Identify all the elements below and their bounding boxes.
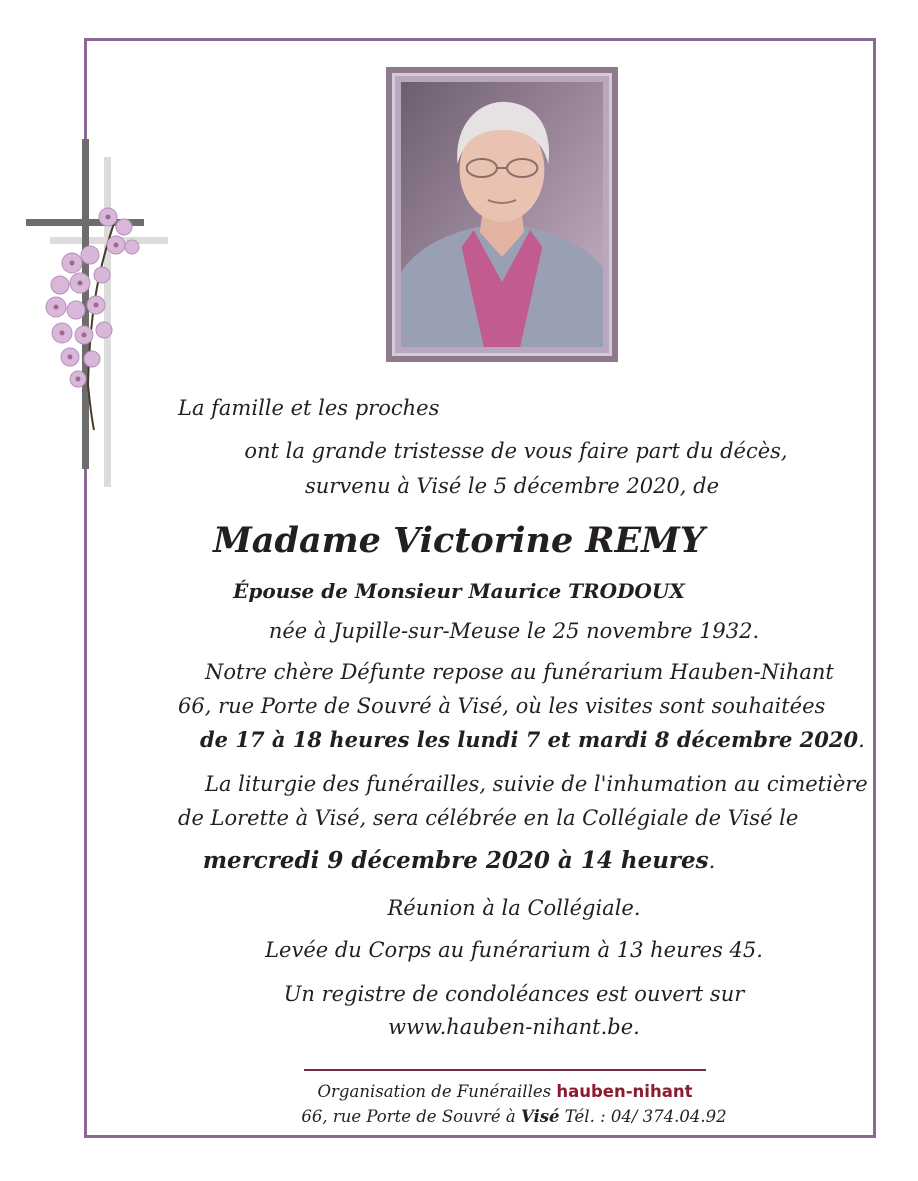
visit-line-2: 66, rue Porte de Souvré à Visé, où les visites sont souhaitées [178, 694, 826, 718]
liturgy-date-line [0, 848, 918, 874]
visit-hours: de 17 à 18 heures les lundi 7 et mardi 8 décembre 2020 [200, 727, 859, 752]
registry-line: Un registre de condoléances est ouvert sur [283, 982, 745, 1006]
footer-addr-prefix: 66, rue Porte de Souvré à [301, 1107, 521, 1126]
footer-organisation [46, 1081, 918, 1103]
portrait-frame [386, 67, 618, 362]
footer-address [55, 1106, 918, 1128]
brand-logo: hauben-nihant [556, 1082, 693, 1101]
footer-divider [304, 1069, 706, 1071]
liturgy-line-2: de Lorette à Visé, sera célébrée en la Collégiale de Visé le [178, 806, 799, 830]
deceased-name: Madame Victorine REMY [213, 520, 705, 561]
intro-line-2: ont la grande tristesse de vous faire part du décès, [244, 439, 788, 463]
footer-city: Visé [520, 1107, 560, 1126]
footer-phone: Tél. : 04/ 374.04.92 [559, 1107, 727, 1126]
liturgy-line-1: La liturgie des funérailles, suivie de l'inhumation au cimetière [205, 772, 868, 796]
registry-url: www.hauben-nihant.be. [388, 1015, 640, 1039]
levee-line: Levée du Corps au funérarium à 13 heures 45. [265, 938, 763, 962]
footer-org-prefix: Organisation de Funérailles [317, 1082, 557, 1101]
intro-line-3: survenu à Visé le 5 décembre 2020, de [304, 474, 720, 498]
visit-hours-line [200, 727, 865, 753]
meeting-line: Réunion à la Collégiale. [387, 896, 641, 920]
birth-line: née à Jupille-sur-Meuse le 25 novembre 1932. [268, 619, 760, 643]
liturgy-date: mercredi 9 décembre 2020 à 14 heures [202, 847, 709, 874]
portrait-mat [392, 73, 612, 356]
portrait-photo [401, 82, 603, 347]
liturgy-period: . [708, 849, 716, 873]
spouse-line: Épouse de Monsieur Maurice TRODOUX [233, 579, 685, 603]
visit-line-1: Notre chère Défunte repose au funérarium Hauben-Nihant [205, 660, 834, 684]
intro-line-1: La famille et les proches [178, 396, 440, 420]
visit-period: . [858, 728, 865, 752]
